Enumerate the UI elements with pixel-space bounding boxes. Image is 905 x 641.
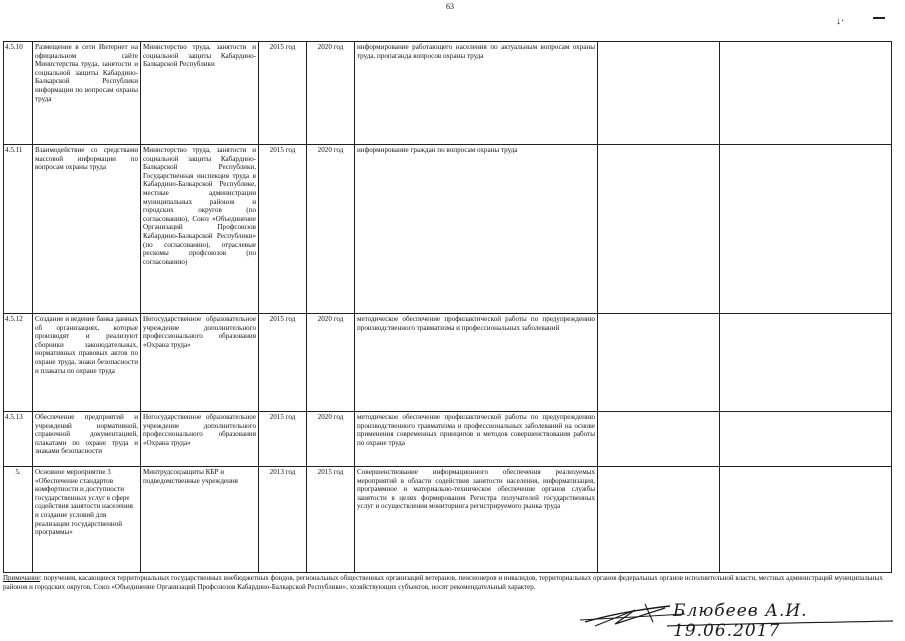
table-row	[4, 412, 892, 467]
corner-dash	[873, 17, 885, 19]
footnote-text: : поручения, касающиеся территориальных государственных внебюджетных фондов, региональных общественных организаций ветеранов, пенсионеров и инвалидов, территориальных органов федеральных органов исполнительной власти, местных администраций муниципальных районов и городских округов, Союз «Объединение Организаций Профсоюзов Кабардино-Балкарской Республики», хозяйствующих субъектов, носят рекомендательный характер.	[3, 574, 883, 591]
row-end: 2020 год	[307, 42, 355, 145]
row-col7	[598, 467, 720, 573]
row-executor: Минтрудсоцзащиты КБР и подведомственные учреждения	[141, 467, 259, 573]
row-col8	[720, 145, 892, 314]
row-end: 2020 год	[307, 412, 355, 467]
footnote	[3, 574, 887, 592]
row-col7	[598, 42, 720, 145]
signature-text: Блюбеев А.И. 19.06.2017	[673, 601, 808, 641]
row-end: 2020 год	[307, 145, 355, 314]
row-start: 2015 год	[259, 42, 307, 145]
row-col7	[598, 412, 720, 467]
row-result: информирование работающего населения по актуальным вопросам охраны труда, пропаганда вопросов охраны труда	[355, 42, 598, 145]
row-end: 2015 год	[307, 467, 355, 573]
table-row	[4, 145, 892, 314]
row-start: 2015 год	[259, 314, 307, 412]
row-result: информирование граждан по вопросам охраны труда	[355, 145, 598, 314]
row-col7	[598, 314, 720, 412]
row-measure: Взаимодействие со средствами массовой информации по вопросам охраны труда	[33, 145, 141, 314]
row-executor: Негосударственное образовательное учреждение дополнительного профессионального образования «Охрана труда»	[141, 314, 259, 412]
row-number: 4.5.12	[4, 314, 33, 412]
footnote-label: Примечание	[3, 574, 40, 582]
row-end: 2020 год	[307, 314, 355, 412]
row-result: методическое обеспечение профилактической работы по предупреждению производственного травматизма и профессиональных заболеваний на основе применения современных принципов и методов совершенствования работы по охране труда	[355, 412, 598, 467]
row-executor: Министерство труда, занятости и социальной защиты Кабардино-Балкарской Республики, Государственная инспекция труда в Кабардино-Балкарской Республике, местные администрации муниципальных районов и городских округов (по согласованию), Союз «Объединение Организаций Профсоюзов Кабардино-Балкарской Республики» (по согласованию), отраслевые рескомы профсоюзов (по согласованию)	[141, 145, 259, 314]
row-executor: Негосударственное образовательное учреждение дополнительного профессионального образования «Охрана труда»	[141, 412, 259, 467]
row-number: 4.5.10	[4, 42, 33, 145]
row-result: Совершенствование информационного обеспечения реализуемых мероприятий в области содействия занятости населения, информатизация, программное и материально-техническое обеспечение органов службы занятости в целях формирования Регистра получателей государственных услуг и осуществления мониторинга регистрируемого рынка труда	[355, 467, 598, 573]
row-number: 4.5.13	[4, 412, 33, 467]
measures-table	[3, 41, 892, 573]
row-col8	[720, 412, 892, 467]
row-start: 2015 год	[259, 145, 307, 314]
page-number: 63	[446, 2, 454, 11]
row-executor: Министерство труда, занятости и социальной защиты Кабардино-Балкарской Республики	[141, 42, 259, 145]
row-col8	[720, 467, 892, 573]
table-body	[4, 42, 892, 573]
row-number: 4.5.11	[4, 145, 33, 314]
row-start: 2013 год	[259, 467, 307, 573]
row-col8	[720, 42, 892, 145]
row-col7	[598, 145, 720, 314]
row-number: 5.	[4, 467, 33, 573]
row-measure: Размещение в сети Интернет на официальном сайте Министерства труда, занятости и социальной защиты Кабардино-Балкарской Республики информации по вопросам охраны труда	[33, 42, 141, 145]
row-measure: Создание и ведение банка данных об организациях, которые производят и реализуют сборники законодательных, нормативных правовых актов по охране труда, знаки безопасности и плакаты по охране труда	[33, 314, 141, 412]
corner-mark: ↓·	[836, 16, 845, 27]
table-row	[4, 314, 892, 412]
table-row	[4, 467, 892, 573]
table-row	[4, 42, 892, 145]
row-start: 2015 год	[259, 412, 307, 467]
row-measure: Обеспечение предприятий и учреждений нормативной, справочной документацией, плакатами по охране труда и знаками безопасности	[33, 412, 141, 467]
row-result: методическое обеспечение профилактической работы по предупреждению производственного травматизма и профессиональных заболеваний	[355, 314, 598, 412]
row-col8	[720, 314, 892, 412]
row-measure: Основное мероприятие 3 «Обеспечение стандартов комфортности и доступности государственных услуг в сфере содействия занятости населения и создание условий для реализации государственной программы»	[33, 467, 141, 573]
